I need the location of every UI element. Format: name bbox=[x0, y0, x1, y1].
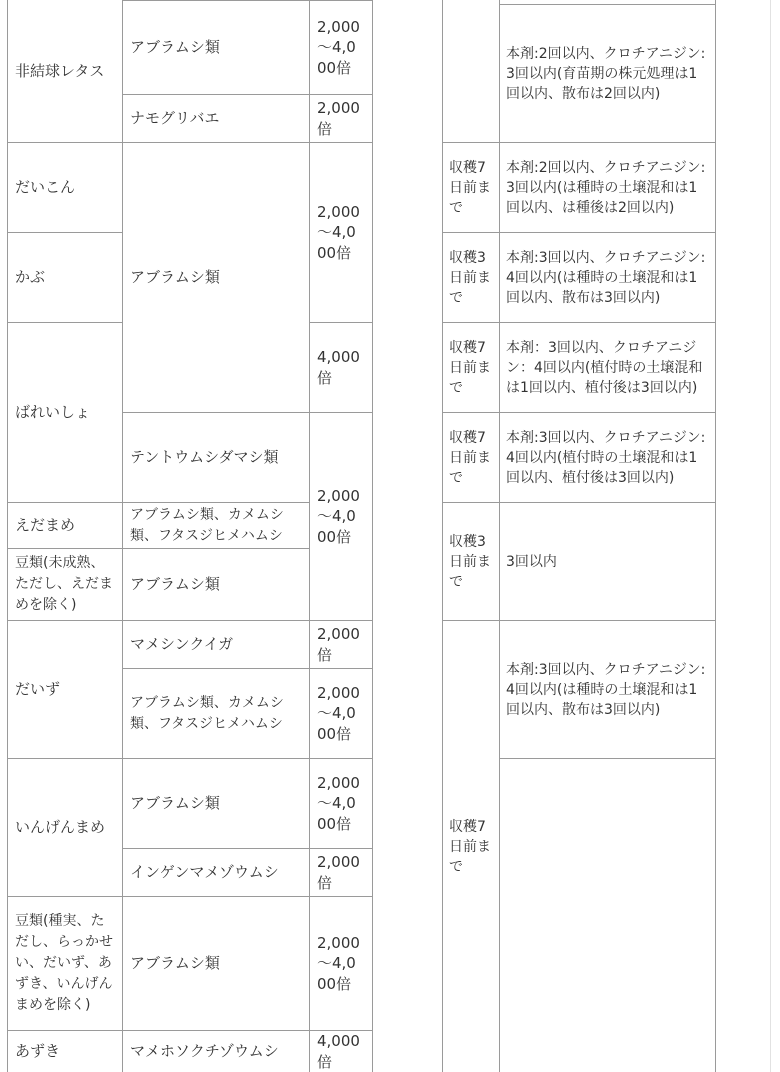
pest-cell: アブラムシ類 bbox=[130, 575, 220, 594]
timing-cell: 収穫7日前まで bbox=[449, 159, 491, 216]
usage-cell: 本剤:3回以内、クロチアニジン:4回以内(は種時の土壌混和は1回以内、散布は3回以内) bbox=[506, 661, 706, 718]
usage-cell: 3回以内 bbox=[506, 553, 557, 570]
pest-cell: マメホソクチゾウムシ bbox=[130, 1042, 279, 1061]
pest-cell: アブラムシ類 bbox=[130, 268, 220, 287]
crop-cell: あずき bbox=[15, 1042, 61, 1061]
crop-cell: ばれいしょ bbox=[15, 403, 91, 422]
pest-cell: アブラムシ類 bbox=[130, 794, 220, 813]
dilution-cell: 4,000倍 bbox=[317, 348, 360, 387]
crop-cell: だいこん bbox=[15, 178, 76, 197]
pest-cell: アブラムシ類 bbox=[130, 954, 220, 973]
dilution-cell: 2,000～4,000倍 bbox=[317, 202, 360, 262]
usage-cell: 本剤:3回以内、クロチアニジン:4回以内(植付時の土壌混和は1回以内、植付後は3回以内) bbox=[506, 429, 706, 486]
crop-cell: 豆類(未成熟、ただし、えだまめを除く) bbox=[15, 555, 113, 613]
dilution-cell: 2,000倍 bbox=[317, 625, 360, 664]
grid-line bbox=[770, 0, 771, 1072]
crop-cell: 豆類(種実、ただし、らっかせい、だいず、あずき、いんげんまめを除く) bbox=[15, 913, 113, 1013]
pest-cell: アブラムシ類 bbox=[130, 38, 220, 57]
dilution-cell: 2,000～4,000倍 bbox=[317, 17, 360, 77]
grid-line bbox=[499, 758, 716, 759]
timing-cell: 収穫3日前まで bbox=[449, 533, 491, 590]
pest-cell: アブラムシ類、カメムシ類、フタスジヒメハムシ bbox=[130, 694, 284, 732]
dilution-cell: 2,000～4,000倍 bbox=[317, 773, 360, 833]
crop-cell: だいず bbox=[15, 680, 61, 699]
crop-cell: いんげんまめ bbox=[15, 818, 106, 837]
timing-cell: 収穫3日前まで bbox=[449, 249, 491, 306]
grid-line bbox=[372, 0, 373, 1072]
crop-cell: えだまめ bbox=[15, 516, 76, 535]
pest-cell: アブラムシ類、カメムシ類、フタスジヒメハムシ bbox=[130, 506, 284, 544]
crop-cell: かぶ bbox=[15, 268, 46, 287]
timing-cell: 収穫7日前まで bbox=[449, 429, 491, 486]
timing-cell: 収穫7日前まで bbox=[449, 339, 491, 396]
crop-cell: 非結球レタス bbox=[15, 62, 105, 81]
dilution-cell: 2,000倍 bbox=[317, 853, 360, 892]
usage-cell: 本剤:2回以内、クロチアニジン:3回以内(育苗期の株元処理は1回以内、散布は2回以内) bbox=[506, 45, 706, 102]
dilution-cell: 2,000～4,000倍 bbox=[317, 683, 360, 743]
grid-line bbox=[715, 0, 716, 1072]
usage-cell: 本剤：3回以内、クロチアニジン：4回以内(植付時の土壌混和は1回以内、植付後は3回以内) bbox=[506, 339, 703, 396]
dilution-cell: 2,000倍 bbox=[317, 99, 360, 138]
pest-cell: ナモグリバエ bbox=[130, 109, 220, 128]
pest-cell: マメシンクイガ bbox=[130, 635, 234, 654]
dilution-cell: 2,000～4,000倍 bbox=[317, 933, 360, 993]
dilution-cell: 2,000～4,000倍 bbox=[317, 486, 360, 546]
pest-cell: インゲンマメゾウムシ bbox=[130, 863, 279, 882]
dilution-cell: 4,000倍 bbox=[317, 1032, 360, 1071]
timing-cell: 収穫7日前まで bbox=[449, 818, 491, 875]
pest-cell: テントウムシダマシ類 bbox=[130, 448, 279, 467]
usage-cell: 本剤:3回以内、クロチアニジン:4回以内(は種時の土壌混和は1回以内、散布は3回以内) bbox=[506, 249, 706, 306]
usage-cell: 本剤:2回以内、クロチアニジン:3回以内(は種時の土壌混和は1回以内、は種後は2回以内) bbox=[506, 159, 706, 216]
